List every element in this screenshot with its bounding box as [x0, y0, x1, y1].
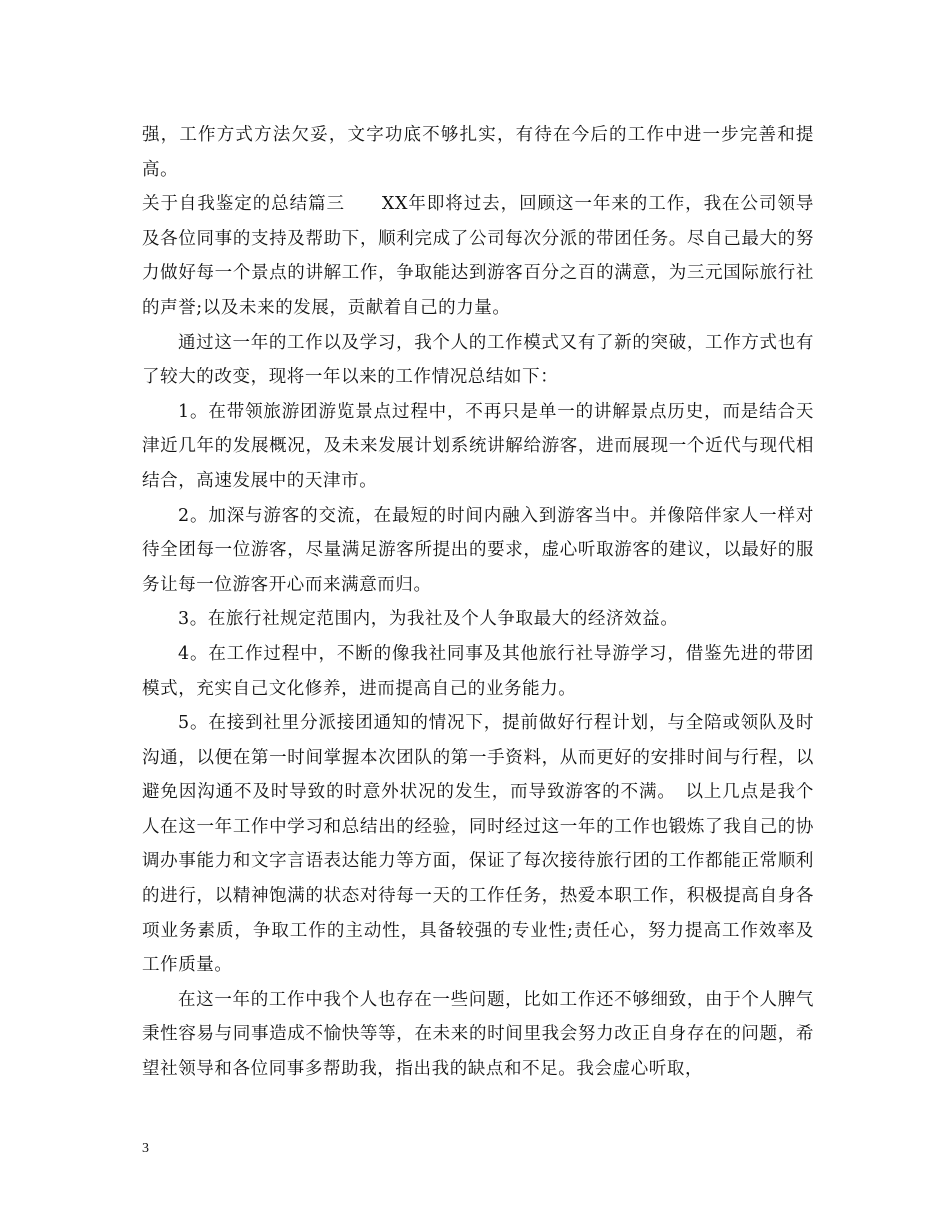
paragraph-section-heading: 关于自我鉴定的总结篇三 XX年即将过去，回顾这一年来的工作，我在公司领导及各位同事的支持及帮助下，顺利完成了公司每次分派的带团任务。尽自己最大的努力做好每一个景点的讲解工作，争取能达到游客百分之百的满意，为三元国际旅行社的声誉;以及未来的发展，贡献着自己的力量。 — [142, 194, 814, 318]
paragraph-intro: 通过这一年的工作以及学习，我个人的工作模式又有了新的突破，工作方式也有了较大的改变，现将一年以来的工作情况总结如下： — [142, 332, 814, 388]
paragraph-item-5: 5。在接到社里分派接团通知的情况下，提前做好行程计划，与全陪或领队及时沟通，以便在第一时间掌握本次团队的第一手资料，从而更好的安排时间与行程，以避免因沟通不及时导致的时意外状况的发生，而导致游客的不满。 以上几点是我个人在这一年工作中学习和总结出的经验，同时经过这一年的工作也锻炼了我自己的协调办事能力和文字言语表达能力等方面，保证了每次接待旅行团的工作都能正常顺利的进行，以精神饱满的状态对待每一天的工作任务，热爱本职工作，积极提高自身各项业务素质，争取工作的主动性，具备较强的专业性;责任心，努力提高工作效率及工作质量。 — [142, 713, 814, 976]
paragraph-item-1: 1。在带领旅游团游览景点过程中，不再只是单一的讲解景点历史，而是结合天津近几年的发展概况，及未来发展计划系统讲解给游客，进而展现一个近代与现代相结合，高速发展中的天津市。 — [142, 401, 814, 491]
paragraph-item-3: 3。在旅行社规定范围内，为我社及个人争取最大的经济效益。 — [178, 609, 679, 630]
page-number: 3 — [142, 1141, 149, 1156]
body-text — [142, 118, 814, 1087]
paragraph-problems: 在这一年的工作中我个人也存在一些问题，比如工作还不够细致，由于个人脾气秉性容易与同事造成不愉快等等，在未来的时间里我会努力改正自身存在的问题，希望社领导和各位同事多帮助我，指出我的缺点和不足。我会虚心听取， — [142, 989, 814, 1080]
paragraph-item-2: 2。加深与游客的交流，在最短的时间内融入到游客当中。并像陪伴家人一样对待全团每一位游客，尽量满足游客所提出的要求，虚心听取游客的建议，以最好的服务让每一位游客开心而来满意而归。 — [142, 505, 814, 595]
paragraph-item-4: 4。在工作过程中，不断的像我社同事及其他旅行社导游学习，借鉴先进的带团模式，充实自己文化修养，进而提高自己的业务能力。 — [142, 643, 814, 699]
paragraph-continuation: 强，工作方式方法欠妥，文字功底不够扎实，有待在今后的工作中进一步完善和提高。 — [142, 125, 814, 180]
